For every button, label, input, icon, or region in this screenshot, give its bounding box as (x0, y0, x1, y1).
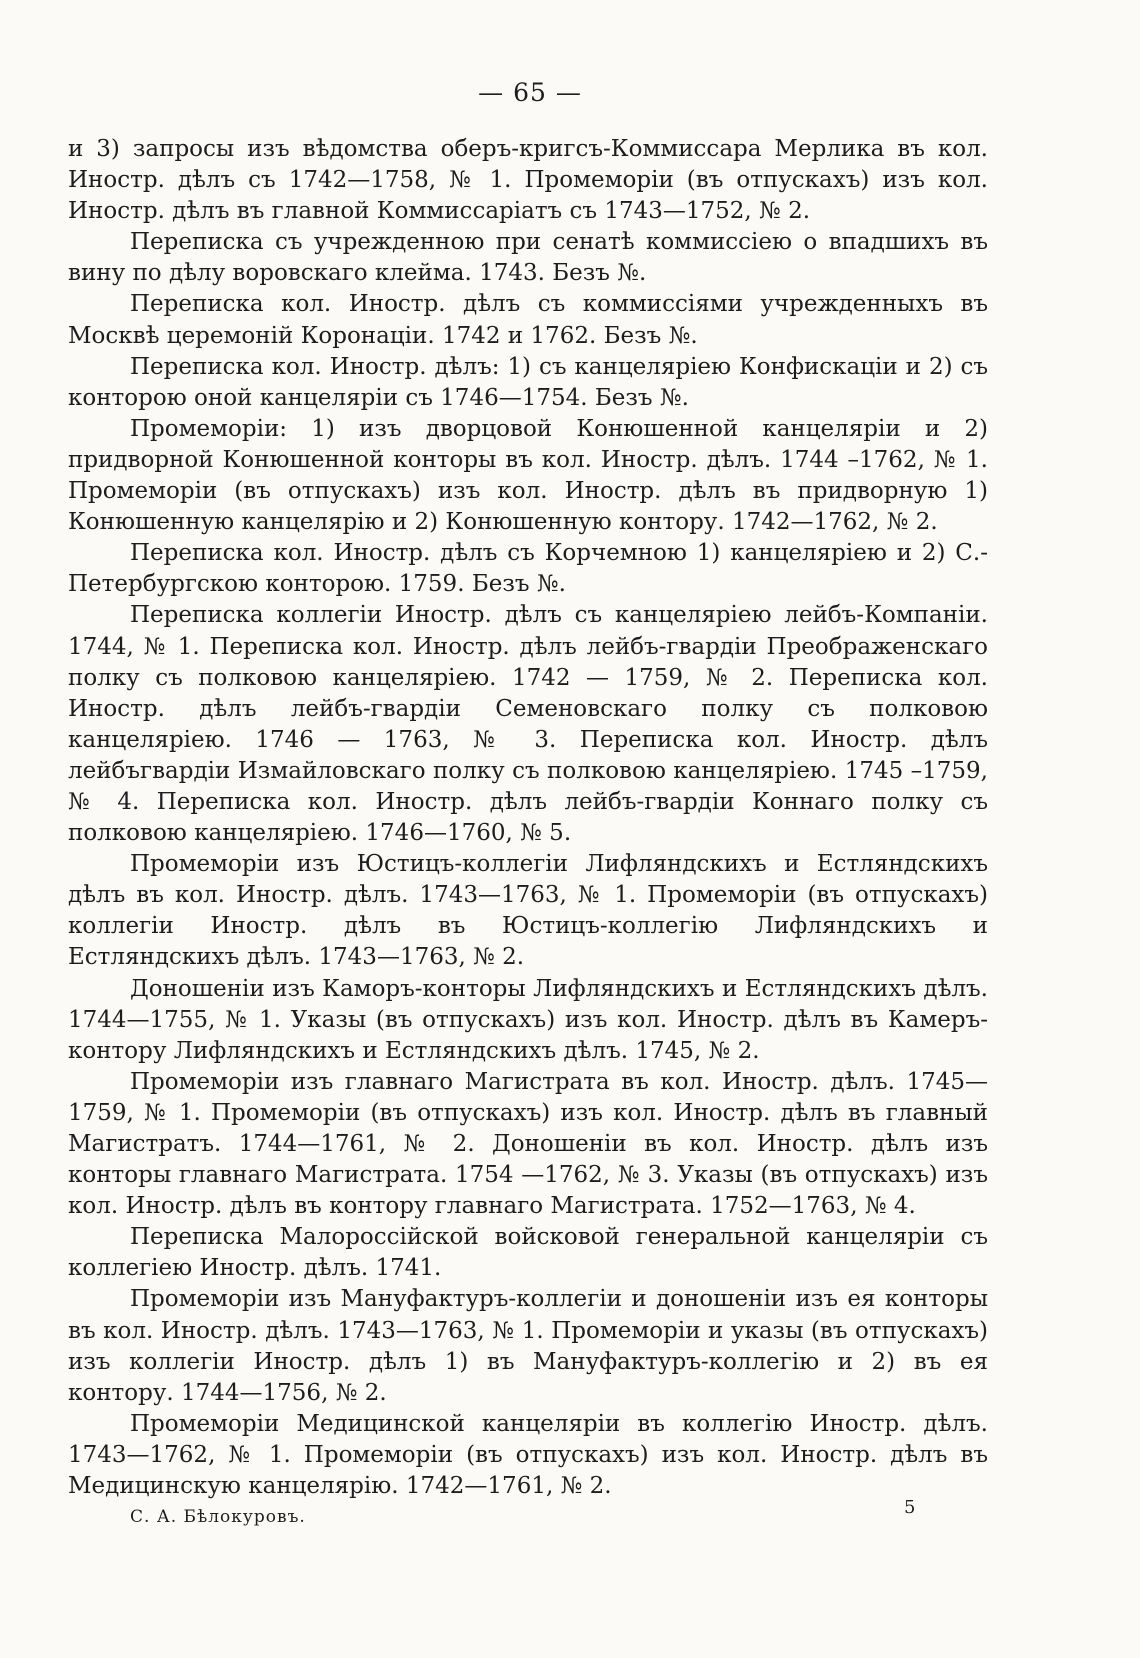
paragraph: Доношеніи изъ Каморъ-конторы Лифляндскихъ и Естляндскихъ дѣлъ. 1744—1755, № 1. Указы (въ отпускахъ) изъ кол. Иностр. дѣлъ въ Камеръ-контору Лифляндскихъ и Естляндскихъ дѣлъ. 1745, № 2. (68, 975, 988, 1064)
paragraph: Переписка Малороссійской войсковой генеральной канцеляріи съ коллегіею Иностр. дѣлъ. 1741. (68, 1224, 988, 1282)
body-text (68, 134, 988, 1502)
paragraph: Переписка кол. Иностр. дѣлъ: 1) съ канцеляріею Конфискаціи и 2) съ конторою оной канцеляріи съ 1746—1754. Безъ №. (68, 353, 988, 411)
paragraph: Переписка коллегіи Иностр. дѣлъ съ канцеляріею лейбъ-Компаніи. 1744, № 1. Переписка кол. Иностр. дѣлъ лейбъ-гвардіи Преображенскаго полку съ полковою канцеляріею. 1742 — 1759, № 2. Переписка кол. Иностр. дѣлъ лейбъ-гвардіи Семеновскаго полку съ полковою канцеляріею. 1746 — 1763, № 3. Переписка кол. Иностр. дѣлъ лейбъгвардіи Измайловскаго полку съ полковою канцеляріею. 1745 –1759, № 4. Переписка кол. Иностр. дѣлъ лейбъ-гвардіи Коннаго полку съ полковою канцеляріею. 1746—1760, № 5. (68, 602, 988, 847)
paragraph: и 3) запросы изъ вѣдомства оберъ-кригсъ-Коммиссара Мерлика въ кол. Иностр. дѣлъ съ 1742—1758, № 1. Промеморіи (въ отпускахъ) изъ кол. Иностр. дѣлъ въ главной Коммиссаріатъ съ 1743—1752, № 2. (68, 136, 988, 225)
paragraph: Переписка съ учрежденною при сенатѣ коммиссіею о впадшихъ въ вину по дѣлу воровскаго клейма. 1743. Безъ №. (68, 229, 988, 287)
paragraph: Промеморіи изъ Мануфактуръ-коллегіи и доношеніи изъ ея конторы въ кол. Иностр. дѣлъ. 1743—1763, № 1. Промеморіи и указы (въ отпускахъ) изъ коллегіи Иностр. дѣлъ 1) въ Мануфактуръ-коллегію и 2) въ ея контору. 1744—1756, № 2. (68, 1286, 988, 1406)
paragraph: Промеморіи изъ главнаго Магистрата въ кол. Иностр. дѣлъ. 1745—1759, № 1. Промеморіи (въ отпускахъ) изъ кол. Иностр. дѣлъ въ главный Магистратъ. 1744—1761, № 2. Доношеніи въ кол. Иностр. дѣлъ изъ конторы главнаго Магистрата. 1754 —1762, № 3. Указы (въ отпускахъ) изъ кол. Иностр. дѣлъ въ контору главнаго Магистрата. 1752—1763, № 4. (68, 1068, 988, 1220)
signature-mark: 5 (904, 1497, 916, 1518)
paragraph: Промеморіи: 1) изъ дворцовой Конюшенной канцеляріи и 2) придворной Конюшенной конторы въ кол. Иностр. дѣлъ. 1744 –1762, № 1. Промеморіи (въ отпускахъ) изъ кол. Иностр. дѣлъ въ придворную 1) Конюшенную канцелярію и 2) Конюшенную контору. 1742—1762, № 2. (68, 415, 988, 536)
page-number: — 65 — (478, 78, 582, 107)
footer-author: С. А. Бѣлокуровъ. (130, 1507, 306, 1527)
paragraph: Переписка кол. Иностр. дѣлъ съ Корчемною 1) канцеляріею и 2) С.-Петербургскою конторою. 1759. Безъ №. (68, 540, 988, 598)
paragraph: Промеморіи изъ Юстицъ-коллегіи Лифляндскихъ и Естляндскихъ дѣлъ въ кол. Иностр. дѣлъ. 1743—1763, № 1. Промеморіи (въ отпускахъ) коллегіи Иностр. дѣлъ въ Юстицъ-коллегію Лифляндскихъ и Естляндскихъ дѣлъ. 1743—1763, № 2. (68, 851, 988, 971)
paragraph: Переписка кол. Иностр. дѣлъ съ коммиссіями учрежденныхъ въ Москвѣ церемоній Коронаціи. 1742 и 1762. Безъ №. (68, 291, 988, 349)
paragraph: Промеморіи Медицинской канцеляріи въ коллегію Иностр. дѣлъ. 1743—1762, № 1. Промеморіи (въ отпускахъ) изъ кол. Иностр. дѣлъ въ Медицинскую канцелярію. 1742—1761, № 2. (68, 1410, 988, 1500)
